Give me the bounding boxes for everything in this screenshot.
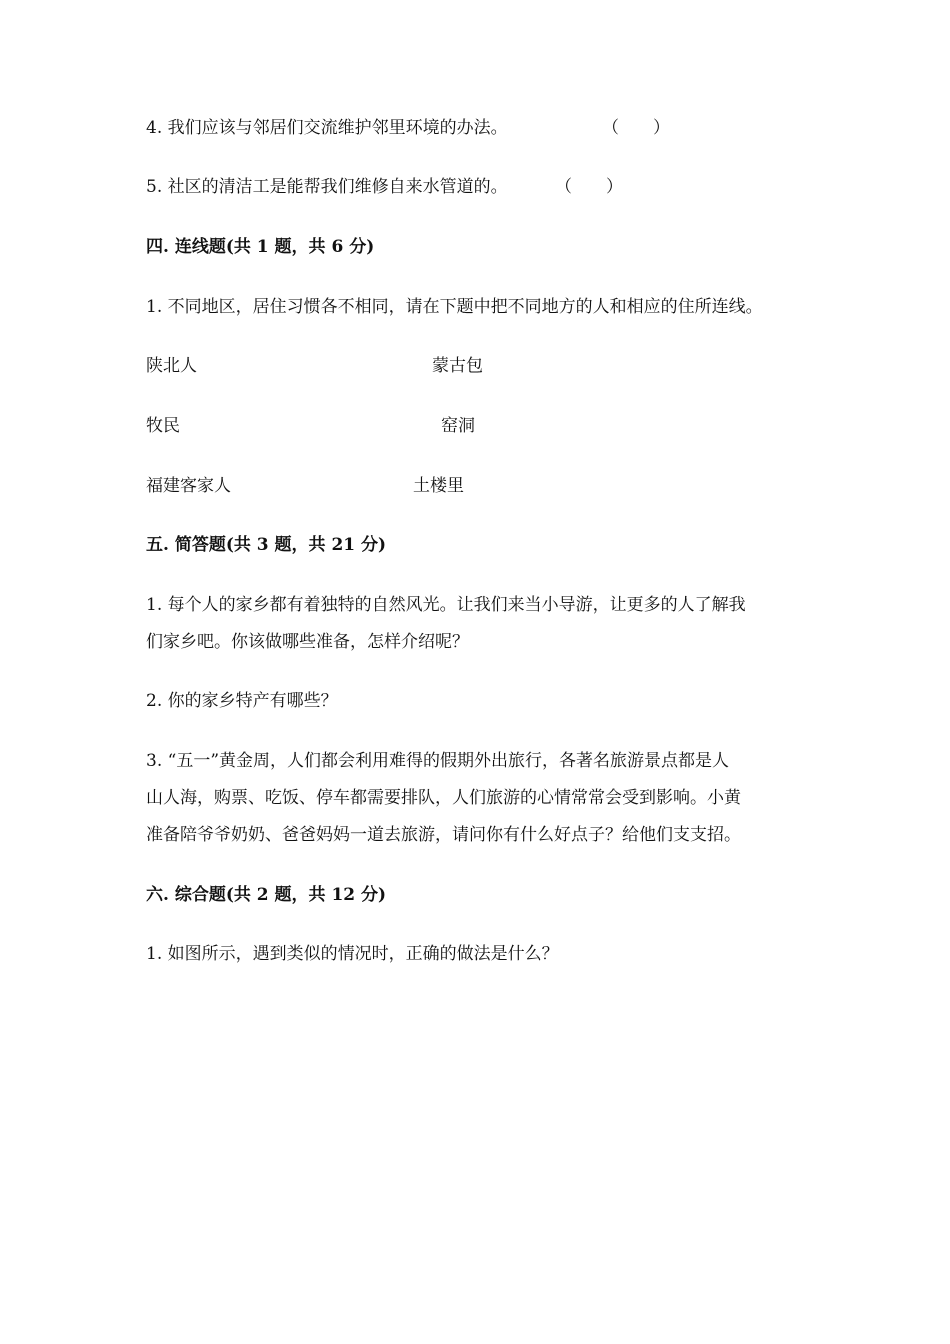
section-heading-short-answer: 五. 简答题(共 3 题，共 21 分) — [146, 535, 387, 555]
question-text: 5. 社区的清洁工是能帮我们维修自来水管道的。 — [146, 177, 508, 197]
comprehensive-q1: 1. 如图所示，遇到类似的情况时，正确的做法是什么？ — [146, 944, 559, 964]
match-right-item[interactable]: 土楼里 — [413, 476, 464, 496]
answer-blank[interactable]: （ ） — [602, 118, 670, 138]
match-left-item[interactable]: 牧民 — [146, 416, 180, 436]
short-answer-q1-line2: 们家乡吧。你该做哪些准备，怎样介绍呢？ — [146, 632, 469, 652]
short-answer-q3-line2: 山人海，购票、吃饭、停车都需要排队，人们旅游的心情常常会受到影响。小黄 — [146, 788, 741, 808]
short-answer-q3-line3: 准备陪爷爷奶奶、爸爸妈妈一道去旅游，请问你有什么好点子？给他们支支招。 — [146, 825, 741, 845]
match-left-item[interactable]: 陕北人 — [146, 356, 197, 376]
answer-blank[interactable]: （ ） — [555, 177, 623, 197]
short-answer-q1-line1: 1. 每个人的家乡都有着独特的自然风光。让我们来当小导游，让更多的人了解我 — [146, 595, 746, 615]
match-left-item[interactable]: 福建客家人 — [146, 476, 231, 496]
matching-question: 1. 不同地区，居住习惯各不相同，请在下题中把不同地方的人和相应的住所连线。 — [146, 297, 763, 317]
match-right-item[interactable]: 窑洞 — [441, 416, 475, 436]
match-right-item[interactable]: 蒙古包 — [432, 356, 483, 376]
question-text: 4. 我们应该与邻居们交流维护邻里环境的办法。 — [146, 118, 508, 138]
short-answer-q2: 2. 你的家乡特产有哪些？ — [146, 691, 338, 711]
section-heading-comprehensive: 六. 综合题(共 2 题，共 12 分) — [146, 885, 387, 905]
section-heading-matching: 四. 连线题(共 1 题，共 6 分) — [146, 237, 375, 257]
short-answer-q3-line1: 3. “五一”黄金周，人们都会利用难得的假期外出旅行，各著名旅游景点都是人 — [146, 751, 730, 771]
